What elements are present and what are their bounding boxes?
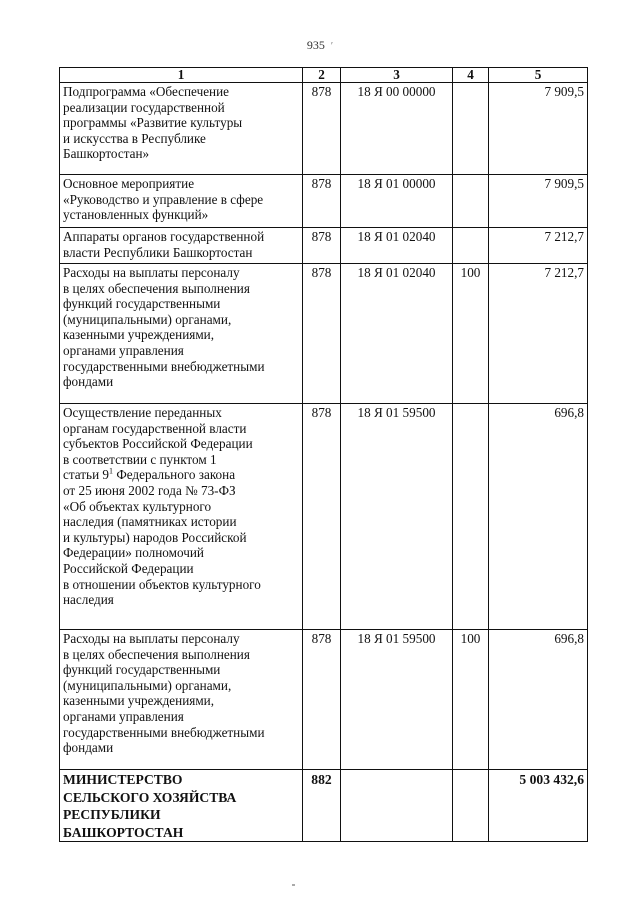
footnote-superscript: 1 [109, 466, 114, 476]
table-row [60, 228, 588, 264]
row-admin-code: 878 [303, 228, 341, 264]
column-header-3: 3 [341, 68, 453, 83]
row-amount: 7 909,5 [489, 175, 588, 228]
row-amount: 7 212,7 [489, 264, 588, 404]
row-target-code: 18 Я 01 02040 [341, 228, 453, 264]
row-admin-code: 878 [303, 264, 341, 404]
table-row [60, 264, 588, 404]
row-admin-code: 878 [303, 630, 341, 770]
row-admin-code: 882 [303, 770, 341, 842]
table-row [60, 175, 588, 228]
row-amount: 696,8 [489, 404, 588, 630]
row-amount: 7 909,5 [489, 83, 588, 175]
row-name: Основное мероприятие «Руководство и управление в сфере установленных функций» [60, 175, 303, 228]
table-row [60, 630, 588, 770]
scan-mark: ′ [330, 41, 334, 52]
row-expense-type: 100 [453, 264, 489, 404]
row-name: Расходы на выплаты персоналу в целях обеспечения выполнения функций государственными (муниципальными) органами, казенными учреждениями, органами управления государственными внебюджетными фондами [60, 630, 303, 770]
row-expense-type [453, 770, 489, 842]
row-admin-code: 878 [303, 83, 341, 175]
row-amount: 696,8 [489, 630, 588, 770]
row-expense-type [453, 404, 489, 630]
page-number-value: 935 [306, 38, 325, 52]
column-header-4: 4 [453, 68, 489, 83]
row-expense-type: 100 [453, 630, 489, 770]
row-name [60, 404, 303, 630]
row-amount: 7 212,7 [489, 228, 588, 264]
table-row [60, 83, 588, 175]
row-expense-type [453, 175, 489, 228]
row-target-code [341, 770, 453, 842]
row-name: Подпрограмма «Обеспечение реализации государственной программы «Развитие культуры и искусства в Республике Башкортостан» [60, 83, 303, 175]
scan-speck [292, 884, 295, 886]
row-target-code: 18 Я 01 59500 [341, 630, 453, 770]
row-name: Расходы на выплаты персоналу в целях обеспечения выполнения функций государственными (муниципальными) органами, казенными учреждениями, органами управления государственными внебюджетными фондами [60, 264, 303, 404]
row-target-code: 18 Я 01 59500 [341, 404, 453, 630]
row-admin-code: 878 [303, 404, 341, 630]
row-target-code: 18 Я 00 00000 [341, 83, 453, 175]
row-target-code: 18 Я 01 02040 [341, 264, 453, 404]
row-name-part: Федерального закона от 25 июня 2002 года № 73-ФЗ «Об объектах культурного наследия (памятниках истории и культуры) народов Российской Федерации» полномочий Российской Федерации в отношении объектов культурного наследия [63, 467, 261, 608]
row-expense-type [453, 228, 489, 264]
row-admin-code: 878 [303, 175, 341, 228]
column-header-5: 5 [489, 68, 588, 83]
row-name-part: Осуществление переданных органам государственной власти субъектов Российской Федерации в соответствии с пунктом 1 статьи 9 [63, 405, 253, 483]
row-target-code: 18 Я 01 00000 [341, 175, 453, 228]
table-row [60, 404, 588, 630]
column-header-2: 2 [303, 68, 341, 83]
table-header-row [60, 68, 588, 83]
column-header-1: 1 [60, 68, 303, 83]
table-row [60, 770, 588, 842]
row-expense-type [453, 83, 489, 175]
row-name: Аппараты органов государственной власти Республики Башкортостан [60, 228, 303, 264]
page-number [0, 38, 640, 53]
row-name: МИНИСТЕРСТВО СЕЛЬСКОГО ХОЗЯЙСТВА РЕСПУБЛИКИ БАШКОРТОСТАН [60, 770, 303, 842]
budget-table [59, 67, 588, 842]
row-amount: 5 003 432,6 [489, 770, 588, 842]
